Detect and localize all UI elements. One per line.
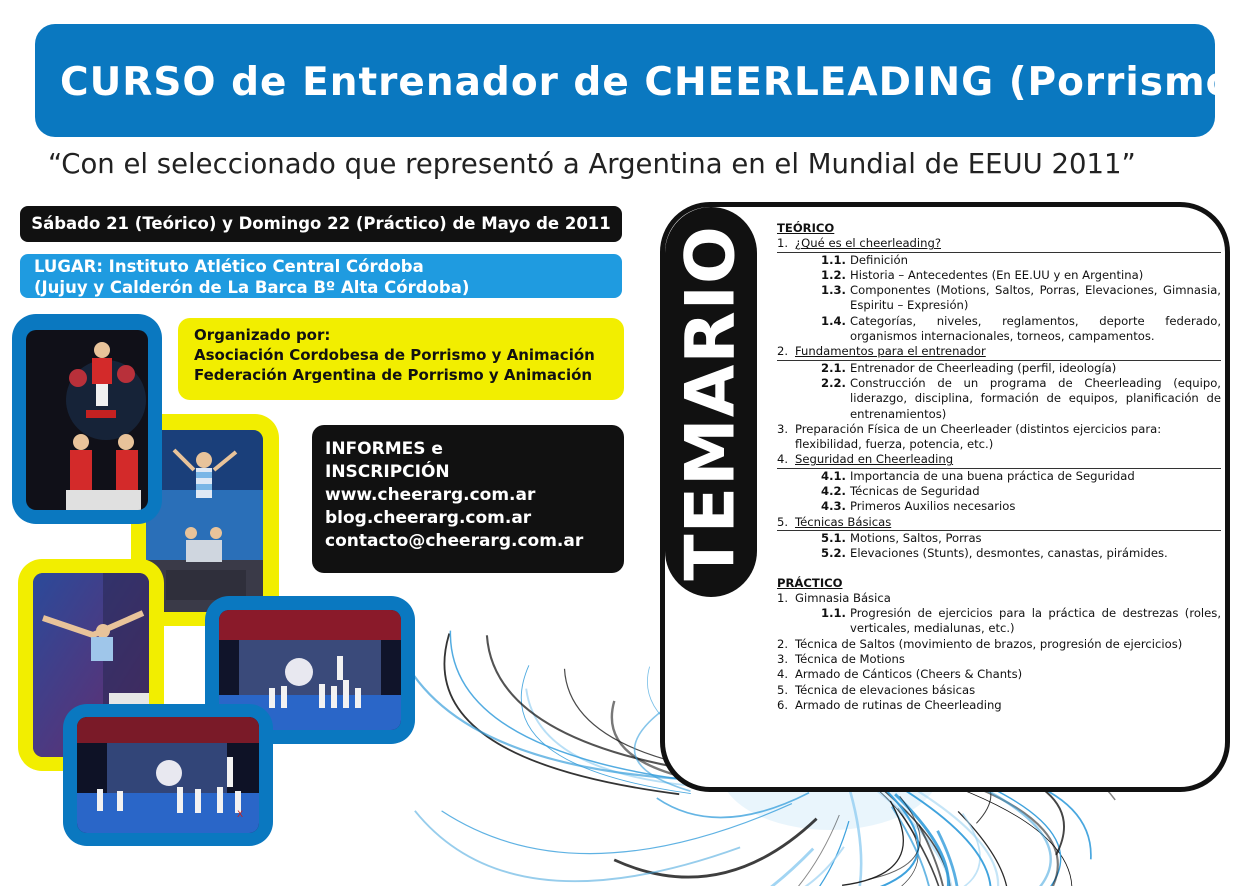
subtopic-number: 4.2. — [821, 484, 846, 499]
subtopic-text: Técnicas de Seguridad — [850, 484, 980, 499]
organizer-1: Asociación Cordobesa de Porrismo y Animación — [194, 346, 595, 364]
topic-number: 6. — [777, 697, 789, 712]
blog-link[interactable]: blog.cheerarg.com.ar — [325, 508, 532, 528]
swirl-line — [442, 804, 792, 854]
subtopic-item — [777, 546, 1221, 561]
swirl-line — [415, 811, 740, 881]
page-subtitle: “Con el seleccionado que representó a Argentina en el Mundial de EEUU 2011” — [48, 148, 1136, 180]
subtopic-item — [777, 606, 1221, 637]
subtopic-text: Entrenador de Cheerleading (perfil, ideología) — [850, 360, 1117, 375]
teorico-heading: TEÓRICO — [777, 221, 835, 235]
topic-item — [777, 452, 1221, 468]
organizers-box — [178, 318, 624, 400]
topic-number: 4. — [777, 452, 789, 467]
subtopic-number: 1.1. — [821, 606, 846, 621]
topic-title: Técnica de Saltos (movimiento de brazos, progresión de ejercicios) — [795, 636, 1183, 651]
subtopic-text: Categorías, niveles, reglamentos, deporte federado, organismos internacionales, torneos, campamentos. — [850, 313, 1221, 344]
swirl-line — [482, 849, 813, 886]
contact-box — [312, 425, 624, 573]
subtopic-number: 1.2. — [821, 267, 846, 282]
subtopic-number: 4.3. — [821, 499, 846, 514]
swirl-line — [666, 847, 844, 886]
topic-number: 5. — [777, 682, 789, 697]
subtopic-item — [777, 314, 1221, 345]
subtopic-number: 5.2. — [821, 546, 846, 561]
topic-number: 1. — [777, 590, 789, 605]
subtopic-number: 5.1. — [821, 530, 846, 545]
subtopic-text: Primeros Auxilios necesarios — [850, 499, 1016, 514]
subtopic-item — [777, 531, 1221, 546]
topic-item — [777, 637, 1221, 652]
contact-line-2: INSCRIPCIÓN — [325, 462, 450, 482]
subtopic-number: 1.1. — [821, 252, 846, 267]
topic-number: 3. — [777, 652, 789, 667]
topic-title: Técnica de Motions — [795, 652, 905, 667]
subtopic-item — [777, 499, 1221, 514]
organizers-heading: Organizado por: — [194, 326, 331, 344]
topic-number: 1. — [777, 236, 789, 251]
subtopic-text: Definición — [850, 252, 908, 267]
topic-number: 2. — [777, 636, 789, 651]
topic-title: Gimnasia Básica — [795, 590, 891, 605]
organizer-2: Federación Argentina de Porrismo y Animación — [194, 366, 593, 384]
contact-line-1: INFORMES e — [325, 439, 443, 459]
topic-item — [777, 344, 1221, 360]
topic-title: Armado de rutinas de Cheerleading — [795, 697, 1002, 712]
subtopic-item — [777, 484, 1221, 499]
subtopic-text: Elevaciones (Stunts), desmontes, canastas, pirámides. — [850, 546, 1168, 561]
topic-item — [777, 698, 1221, 713]
photo-team-stage-routine — [77, 717, 259, 833]
topic-title: Seguridad en Cheerleading — [795, 452, 954, 467]
svg-text:X: X — [237, 810, 244, 820]
subtopic-text: Importancia de una buena práctica de Seguridad — [850, 468, 1135, 483]
subtopic-number: 2.1. — [821, 360, 846, 375]
subtopic-text: Construcción de un programa de Cheerleading (equipo, liderazgo, disciplina, formación de equipos, planificación de entrenamientos) — [850, 375, 1221, 421]
subtopic-item — [777, 253, 1221, 268]
topic-item — [777, 422, 1221, 453]
subtopic-item — [777, 268, 1221, 283]
email-link[interactable]: contacto@cheerarg.com.ar — [325, 531, 584, 551]
page-title: CURSO de Entrenador de CHEERLEADING (Porrismo) — [60, 60, 1253, 105]
topic-title: Fundamentos para el entrenador — [795, 344, 986, 359]
topic-title: Preparación Física de un Cheerleader (distintos ejercicios para: flexibilidad, fuerza, potencia, etc.) — [795, 421, 1162, 452]
location-banner — [20, 254, 622, 298]
subtopic-number: 1.3. — [821, 283, 846, 298]
subtopic-item — [777, 376, 1221, 422]
subtopic-item — [777, 469, 1221, 484]
topic-item — [777, 683, 1221, 698]
topic-title: Técnica de elevaciones básicas — [795, 682, 976, 697]
subtopic-text: Historia – Antecedentes (En EE.UU y en Argentina) — [850, 267, 1144, 282]
location-line-2: (Jujuy y Calderón de La Barca Bº Alta Córdoba) — [34, 278, 470, 297]
subtopic-text: Motions, Saltos, Porras — [850, 530, 982, 545]
topic-item — [777, 591, 1221, 606]
topic-item — [777, 667, 1221, 682]
swirl-line — [622, 821, 849, 886]
subtopic-number: 2.2. — [821, 375, 846, 390]
subtopic-item — [777, 361, 1221, 376]
topic-number: 2. — [777, 344, 789, 359]
subtopic-item — [777, 283, 1221, 314]
topic-title: Armado de Cánticos (Cheers & Chants) — [795, 667, 1023, 682]
practico-heading: PRÁCTICO — [777, 575, 843, 590]
topic-title: Técnicas Básicas — [795, 514, 892, 529]
swirl-line — [444, 634, 679, 795]
topic-number: 5. — [777, 514, 789, 529]
temario-tab-label: TEMARIO — [671, 225, 751, 581]
topic-item — [777, 515, 1221, 531]
location-line-1: LUGAR: Instituto Atlético Central Córdoba — [34, 257, 424, 276]
topic-title: ¿Qué es el cheerleading? — [795, 236, 941, 251]
topic-item — [777, 236, 1221, 252]
photo-cheerleaders-stunt-red — [26, 330, 148, 510]
teorico-list — [777, 236, 1221, 561]
swirl-line — [614, 819, 816, 877]
website-link[interactable]: www.cheerarg.com.ar — [325, 485, 536, 505]
practico-list — [777, 591, 1221, 713]
subtopic-number: 4.1. — [821, 468, 846, 483]
subtopic-number: 1.4. — [821, 313, 846, 328]
temario-list — [777, 221, 1221, 713]
subtopic-text: Componentes (Motions, Saltos, Porras, Elevaciones, Gimnasia, Espiritu – Expresión) — [850, 283, 1221, 313]
topic-number: 4. — [777, 667, 789, 682]
topic-item — [777, 652, 1221, 667]
subtopic-text: Progresión de ejercicios para la práctica de destrezas (roles, verticales, medialunas, etc.) — [850, 606, 1221, 636]
topic-number: 3. — [777, 421, 789, 436]
date-banner: Sábado 21 (Teórico) y Domingo 22 (Práctico) de Mayo de 2011 — [20, 206, 622, 242]
